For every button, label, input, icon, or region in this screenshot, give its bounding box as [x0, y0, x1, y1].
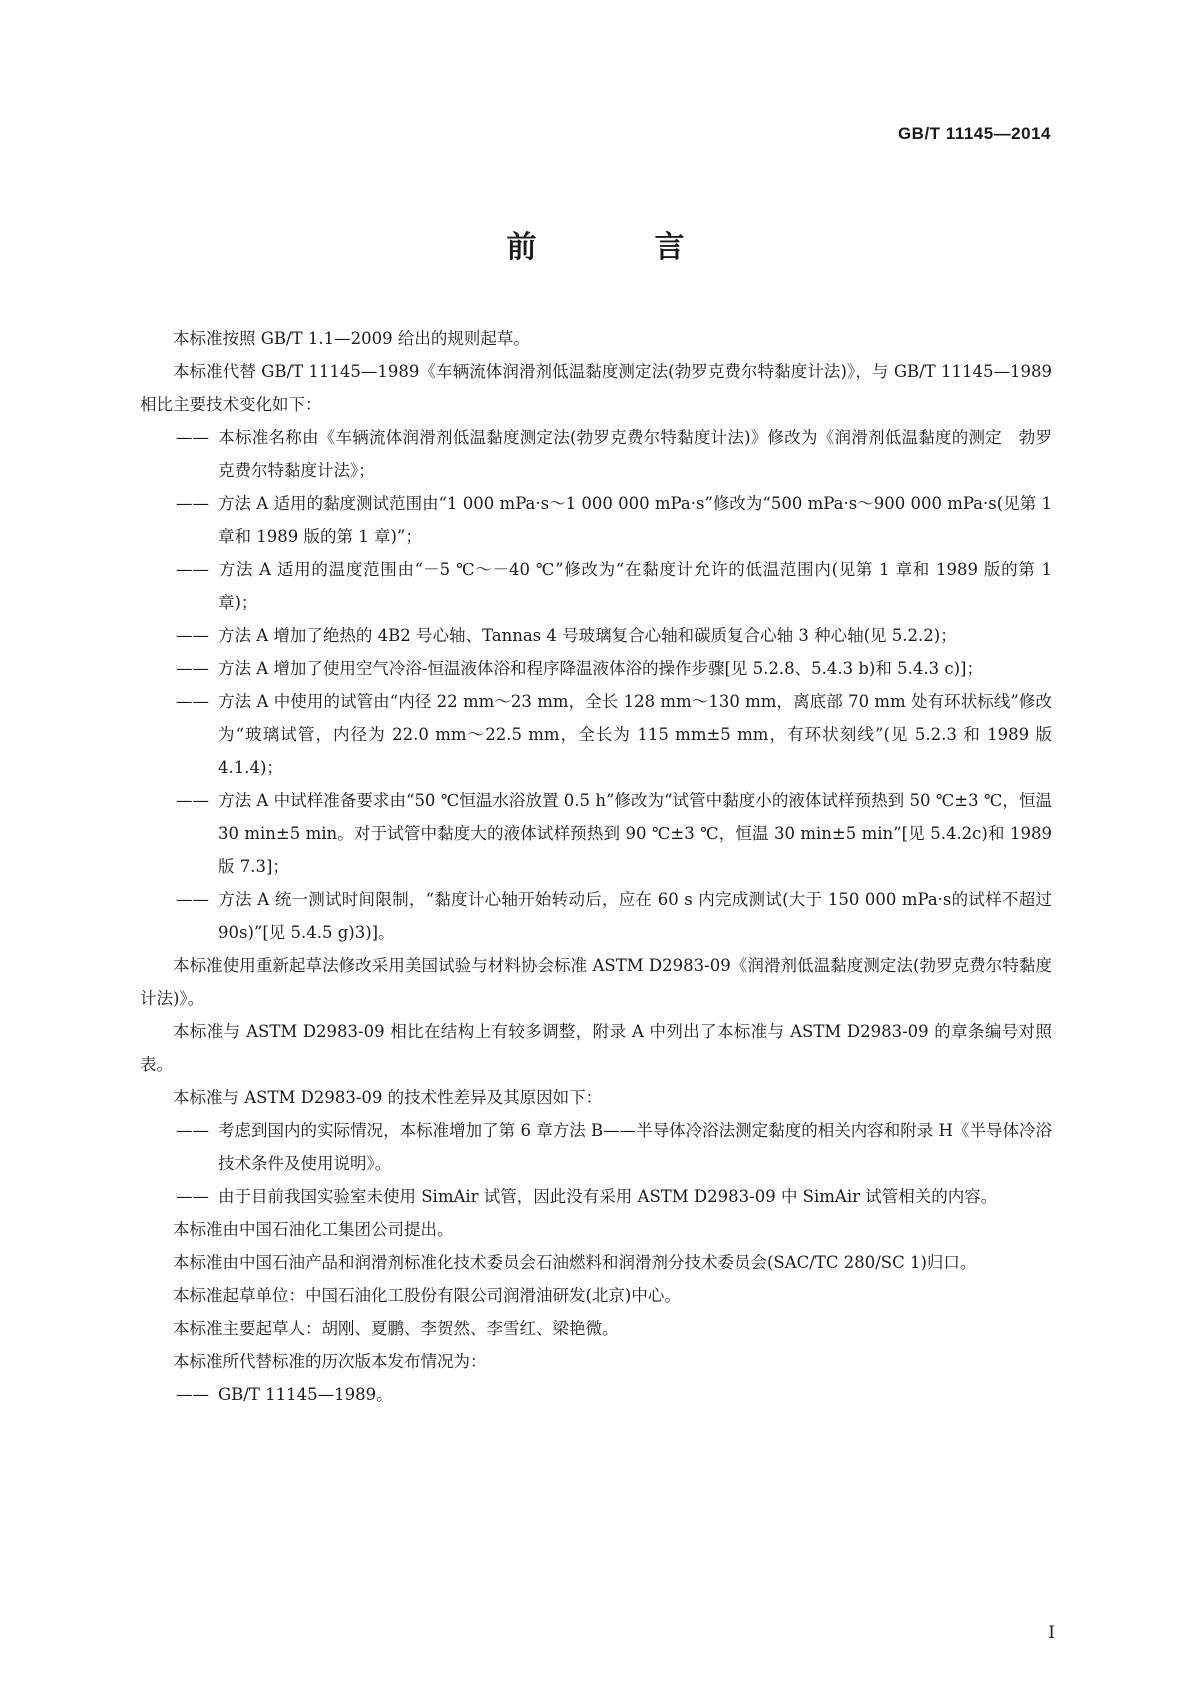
paragraph-text: 本标准主要起草人：胡刚、夏鹏、李贺然、李雪红、梁艳微。 [173, 1319, 619, 1338]
paragraph-text: 本标准由中国石油产品和润滑剂标准化技术委员会石油燃料和润滑剂分技术委员会(SAC/TC 280/SC 1)归口。 [173, 1253, 977, 1272]
paragraph [140, 1345, 1052, 1378]
list-dash-marker: —— [176, 626, 209, 645]
paragraph-text: 考虑到国内的实际情况，本标准增加了第 6 章方法 B——半导体冷浴法测定黏度的相关内容和附录 H《半导体冷浴技术条件及使用说明》。 [218, 1121, 1052, 1173]
list-item [140, 883, 1052, 949]
list-dash-marker: —— [176, 791, 209, 810]
list-item [140, 553, 1052, 619]
paragraph [140, 1312, 1052, 1345]
paragraph-text: 方法 A 统一测试时间限制，“黏度计心轴开始转动后，应在 60 s 内完成测试(大于 150 000 mPa·s的试样不超过 90s)”[见 5.4.5 g)3)]。 [218, 890, 1052, 942]
list-item [140, 487, 1052, 553]
paragraph-text: 本标准使用重新起草法修改采用美国试验与材料协会标准 ASTM D2983-09《润滑剂低温黏度测定法(勃罗克费尔特黏度计法)》。 [140, 956, 1052, 1008]
paragraph-text: GB/T 11145—1989。 [218, 1385, 393, 1404]
page-title: 前 言 [506, 230, 729, 265]
paragraph-text: 本标准代替 GB/T 11145—1989《车辆流体润滑剂低温黏度测定法(勃罗克费尔特黏度计法)》，与 GB/T 11145—1989 相比主要技术变化如下： [140, 362, 1052, 414]
paragraph [140, 1279, 1052, 1312]
list-dash-marker: —— [176, 890, 209, 909]
paragraph-text: 方法 A 增加了绝热的 4B2 号心轴、Tannas 4 号玻璃复合心轴和碳质复合心轴 3 种心轴(见 5.2.2)； [218, 626, 957, 645]
list-item [140, 421, 1052, 487]
paragraph-text: 方法 A 适用的温度范围由“－5 ℃～－40 ℃”修改为“在黏度计允许的低温范围内(见第 1 章和 1989 版的第 1 章)； [218, 560, 1052, 612]
paragraph-text: 方法 A 适用的黏度测试范围由“1 000 mPa·s～1 000 000 mPa·s”修改为“500 mPa·s～900 000 mPa·s(见第 1 章和 1989 版的第 1 章)”； [218, 494, 1052, 546]
paragraph [140, 1246, 1052, 1279]
paragraph-text: 本标准所代替标准的历次版本发布情况为： [173, 1352, 487, 1371]
list-dash-marker: —— [176, 692, 209, 711]
list-dash-marker: —— [176, 1121, 209, 1140]
paragraph [140, 355, 1052, 421]
list-dash-marker: —— [176, 1385, 209, 1404]
list-dash-marker: —— [176, 659, 209, 678]
paragraph-text: 本标准起草单位：中国石油化工股份有限公司润滑油研发(北京)中心。 [173, 1286, 681, 1305]
list-dash-marker: —— [176, 494, 209, 513]
paragraph [140, 1213, 1052, 1246]
paragraph-text: 本标准由中国石油化工集团公司提出。 [173, 1220, 454, 1239]
paragraph-text: 方法 A 增加了使用空气冷浴-恒温液体浴和程序降温液体浴的操作步骤[见 5.2.8、5.4.3 b)和 5.4.3 c)]； [218, 659, 983, 678]
paragraph-text: 本标准与 ASTM D2983-09 的技术性差异及其原因如下： [173, 1088, 603, 1107]
list-item [140, 652, 1052, 685]
page-number: I [1048, 1623, 1055, 1643]
paragraph [140, 322, 1052, 355]
foreword-body [140, 322, 1052, 1411]
paragraph-text: 方法 A 中试样准备要求由“50 ℃恒温水浴放置 0.5 h”修改为“试管中黏度小的液体试样预热到 50 ℃±3 ℃，恒温 30 min±5 min。对于试管中黏度大的液体试样预热到 90 ℃±3 ℃，恒温 30 min±5 min”[见 5.4.2c)和 1989 版 7.3]； [218, 791, 1052, 876]
paragraph-text: 本标准与 ASTM D2983-09 相比在结构上有较多调整，附录 A 中列出了本标准与 ASTM D2983-09 的章条编号对照表。 [140, 1022, 1052, 1074]
list-item [140, 619, 1052, 652]
list-dash-marker: —— [176, 1187, 209, 1206]
list-item [140, 1114, 1052, 1180]
list-item [140, 1180, 1052, 1213]
list-dash-marker: —— [176, 560, 209, 579]
list-item [140, 1378, 1052, 1411]
paragraph [140, 1081, 1052, 1114]
list-dash-marker: —— [176, 428, 209, 447]
list-item [140, 784, 1052, 883]
paragraph-text: 本标准名称由《车辆流体润滑剂低温黏度测定法(勃罗克费尔特黏度计法)》修改为《润滑剂低温黏度的测定 勃罗克费尔特黏度计法》； [218, 428, 1052, 480]
paragraph-text: 本标准按照 GB/T 1.1—2009 给出的规则起草。 [173, 329, 530, 348]
paragraph-text: 方法 A 中使用的试管由“内径 22 mm～23 mm，全长 128 mm～130 mm，离底部 70 mm 处有环状标线”修改为“玻璃试管，内径为 22.0 mm～22.5 mm，全长为 115 mm±5 mm，有环状刻线”(见 5.2.3 和 1989 版 4.1.4)； [218, 692, 1052, 777]
paragraph [140, 1015, 1052, 1081]
paragraph [140, 949, 1052, 1015]
paragraph-text: 由于目前我国实验室未使用 SimAir 试管，因此没有采用 ASTM D2983-09 中 SimAir 试管相关的内容。 [218, 1187, 998, 1206]
standard-code: GB/T 11145—2014 [897, 124, 1051, 143]
list-item [140, 685, 1052, 784]
